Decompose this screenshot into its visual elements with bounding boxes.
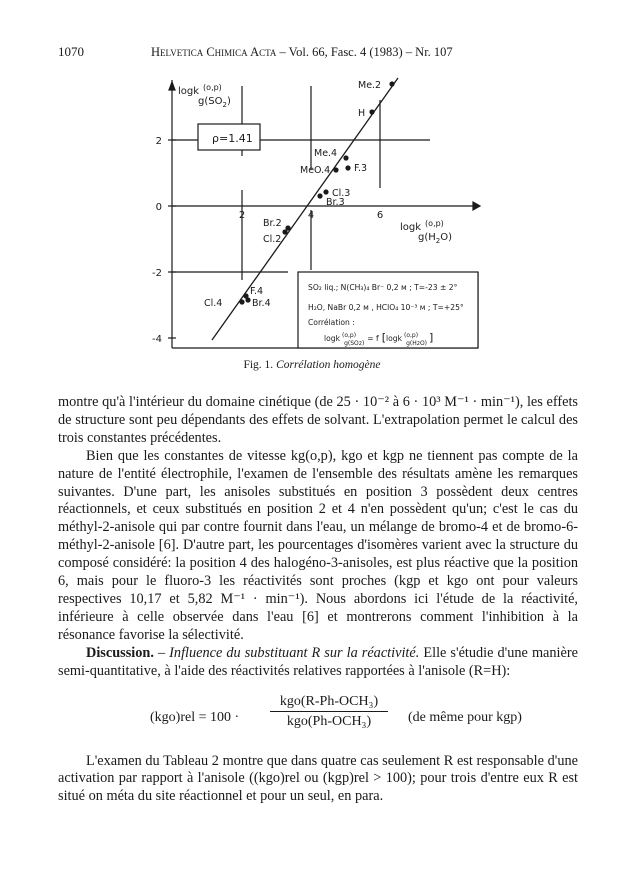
point-f3 — [345, 165, 350, 170]
rho-label: ρ=1.41 — [212, 132, 253, 145]
y-axis-arrow — [169, 82, 175, 90]
journal-citation — [151, 44, 453, 60]
point-me2 — [389, 81, 394, 86]
formula-lhs: (kgo)rel = 100 · — [150, 709, 240, 725]
y-tick-2: 2 — [155, 136, 162, 147]
caption-title: Corrélation homogène — [276, 359, 381, 371]
discussion-subheading: – Influence du substituant R sur la réactivité. — [153, 644, 420, 661]
label-br4: Br.4 — [252, 298, 271, 309]
formula-fraction — [270, 693, 388, 732]
point-meo4 — [333, 167, 338, 172]
label-cl3: Cl.3 — [332, 188, 351, 199]
label-me4: Me.4 — [314, 148, 338, 159]
formula-rhs: (de même pour kgp) — [408, 709, 522, 725]
x-tick-6: 6 — [376, 210, 384, 221]
legend-line-3: Corrélation : — [308, 318, 355, 327]
x-axis-label: logk $^{(o,p)}$ — [400, 219, 444, 233]
label-f3: F.3 — [354, 163, 368, 174]
y-axis-label-sub: $g(SO_2)$ — [198, 96, 231, 109]
y-tick-minus2: -2 — [152, 268, 162, 279]
paragraph-4: L'examen du Tableau 2 montre que dans quatre cas seulement R est responsable d'une activation par rapport à l'anisole ((kgo)rel ou (kgp)rel > 100); pour trois d'entre eux R est situé on méta du site réactionnel et pour un seul, en para. — [58, 752, 578, 805]
y-tick-minus4: -4 — [152, 334, 162, 345]
point-br4 — [245, 297, 250, 302]
point-h — [369, 109, 374, 114]
body-text — [58, 394, 578, 806]
y-axis-label: logk $^{(o,p)}$ — [178, 83, 222, 97]
figure-1 — [152, 80, 478, 354]
correlation-plot — [152, 80, 478, 354]
x-tick-4: 4 — [307, 210, 315, 221]
legend-line-1: SO₂ liq.; N(CH₃)₄ Br⁻ 0,2 м ; T=-23 ± 2° — [308, 283, 458, 292]
point-cl4 — [239, 299, 244, 304]
relative-reactivity-formula — [58, 693, 578, 741]
legend-line-2: H₂O, NaBr 0,2 м , HClO₄ 10⁻³ м ; T=+25° — [308, 303, 464, 312]
label-cl4: Cl.4 — [204, 298, 223, 309]
label-cl2: Cl.2 — [263, 234, 282, 245]
point-br3 — [317, 193, 322, 198]
y-tick-0: 0 — [155, 202, 162, 213]
label-br2: Br.2 — [263, 218, 282, 229]
paragraph-1: montre qu'à l'intérieur du domaine cinétique (de 25 · 10⁻² à 6 · 10³ M⁻¹ · min⁻¹), les effets de structure sont peu dépendants des effets de solvant. L'extrapolation permet le calcul des trois constantes précédentes. — [58, 394, 578, 446]
point-cl2 — [282, 229, 287, 234]
legend-line-4: logk $^{(o,p)}$ g(SO2)= f [logk $^{(o,p)}$ g(H2O) ] — [324, 331, 434, 347]
x-axis-label-sub: $g(H_2O)$ — [418, 232, 453, 245]
formula-denominator: kgo(Ph-OCH₃) — [286, 714, 372, 730]
label-meo4: MeO.4 — [300, 165, 331, 176]
paragraph-2: Bien que les constantes de vitesse kg(o,p), kgo et kgp ne tiennent pas compte de la nature de l'entité électrophile, l'examen de l'ensemble des résultats amène les remarques suivantes. D'une part, les anisoles substitués en position 3 possèdent deux centres réactionnels, et ceux substitués en position 2 et 4 n'en possèdent qu'un; c'est le cas du méthyl-2-anisole qui par contre fournit dans l'eau, un mélange de bromo-4 et de bromo-6-méthyl-2-anisole [6]. D'autre part, les pourcentages d'isomères varient avec la structure du composé considéré: la position 4 des halogéno-3-anisoles, est plus réactive que la position 6, mais pour le fluoro-3 les réactivités sont proches (kgp et kgo ont pour valeurs respectives 10,17 et 5,82 M⁻¹ · min⁻¹). Nous abordons ici l'étude de la réactivité, inférieure à celle observée dans l'eau [6] et montrerons comment l'inhibition à la résonance favorise la sélectivité. — [58, 447, 578, 643]
label-h: H — [358, 108, 366, 119]
page-number: 1070 — [58, 44, 84, 59]
label-f4: F.4 — [250, 286, 264, 297]
figure-caption — [0, 359, 624, 371]
label-br3: Br.3 — [326, 197, 345, 208]
label-me2: Me.2 — [358, 80, 382, 91]
x-tick-2: 2 — [238, 210, 246, 221]
journal-name: Helvetica Chimica Acta — [151, 45, 277, 59]
volume-info: – Vol. 66, Fasc. 4 (1983) – Nr. 107 — [276, 45, 453, 59]
discussion-text: Elle s'étudie d'une manière semi-quantitative, à l'aide des réactivités relatives rapportées à l'anisole (R=H): — [58, 644, 578, 679]
x-axis-arrow — [473, 202, 480, 210]
caption-prefix: Fig. 1. — [243, 359, 277, 371]
point-cl3 — [323, 189, 328, 194]
formula-numerator: kgo(R-Ph-OCH₃) — [270, 693, 388, 713]
discussion-heading: Discussion. — [86, 644, 154, 661]
paragraph-3 — [58, 645, 578, 681]
point-me4 — [343, 155, 348, 160]
